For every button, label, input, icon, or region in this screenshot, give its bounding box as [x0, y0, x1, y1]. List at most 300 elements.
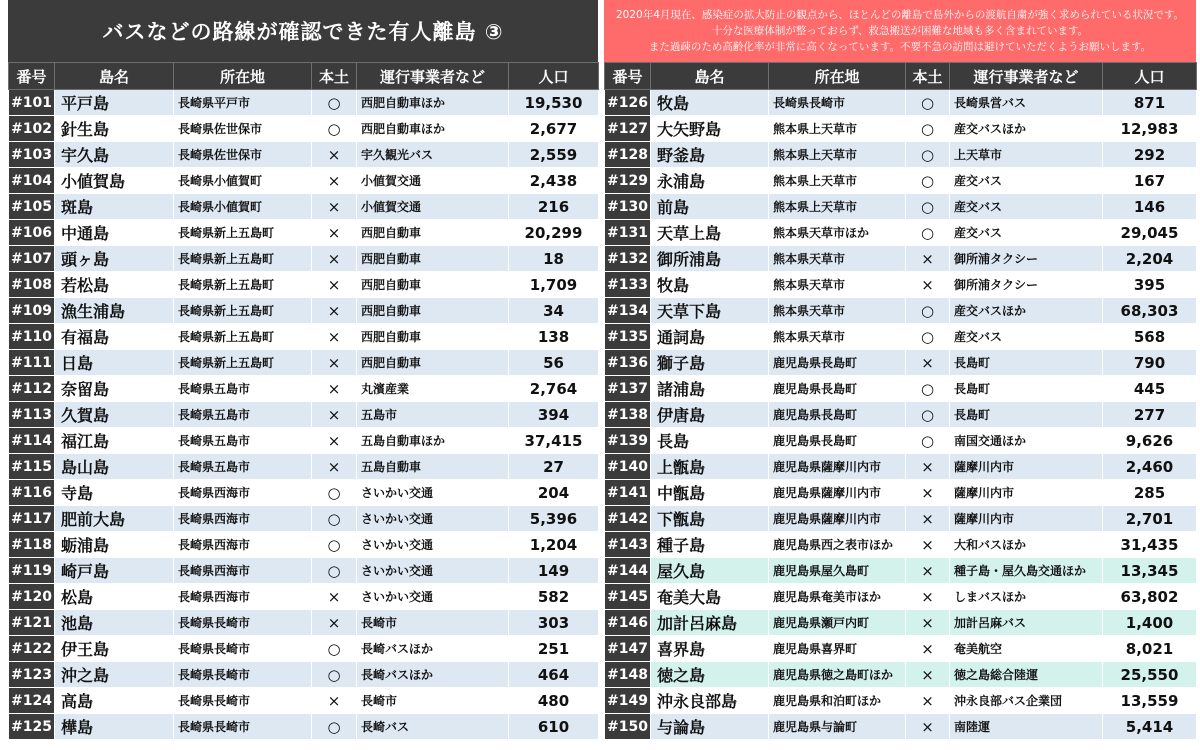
- island-name: 松島: [55, 584, 174, 610]
- table-row: [605, 272, 1197, 298]
- location: 長崎県平戸市: [174, 90, 312, 116]
- island-name: 久賀島: [55, 402, 174, 428]
- table-row: [605, 662, 1197, 688]
- population: 1,709: [509, 272, 599, 298]
- row-number: #103: [9, 142, 55, 168]
- island-name: 諸浦島: [651, 376, 769, 402]
- population: 2,204: [1103, 246, 1197, 272]
- row-number: #148: [605, 662, 651, 688]
- island-name: 種子島: [651, 532, 769, 558]
- population: 216: [509, 194, 599, 220]
- operator: 薩摩川内市: [950, 480, 1103, 506]
- population: 2,764: [509, 376, 599, 402]
- location: 熊本県天草市ほか: [769, 220, 906, 246]
- operator: さいかい交通: [357, 558, 509, 584]
- row-number: #139: [605, 428, 651, 454]
- row-number: #122: [9, 636, 55, 662]
- table-row: [9, 584, 599, 610]
- row-number: #118: [9, 532, 55, 558]
- location: 熊本県上天草市: [769, 168, 906, 194]
- mainland-mark: ○: [906, 90, 950, 116]
- table-row: [9, 688, 599, 714]
- table-row: [9, 402, 599, 428]
- island-name: 小値賀島: [55, 168, 174, 194]
- row-number: #136: [605, 350, 651, 376]
- island-name: 池島: [55, 610, 174, 636]
- table-row: [9, 506, 599, 532]
- table-row: [605, 246, 1197, 272]
- mainland-mark: ○: [312, 480, 357, 506]
- population: 2,460: [1103, 454, 1197, 480]
- island-name: 牧島: [651, 272, 769, 298]
- row-number: #135: [605, 324, 651, 350]
- operator: 長島町: [950, 376, 1103, 402]
- header-operator: 運行事業者など: [357, 63, 509, 90]
- operator: 上天草市: [950, 142, 1103, 168]
- mainland-mark: ×: [312, 298, 357, 324]
- location: 長崎県長崎市: [174, 714, 312, 740]
- operator: 五島自動車ほか: [357, 428, 509, 454]
- row-number: #133: [605, 272, 651, 298]
- operator: 奄美航空: [950, 636, 1103, 662]
- island-name: 通詞島: [651, 324, 769, 350]
- mainland-mark: ○: [312, 714, 357, 740]
- operator: 産交バス: [950, 324, 1103, 350]
- location: 長崎県新上五島町: [174, 220, 312, 246]
- population: 5,396: [509, 506, 599, 532]
- table-row: [605, 194, 1197, 220]
- mainland-mark: ×: [312, 142, 357, 168]
- location: 長崎県小値賀町: [174, 168, 312, 194]
- header-mainland: 本土: [312, 63, 357, 90]
- population: 464: [509, 662, 599, 688]
- population: 480: [509, 688, 599, 714]
- location: 鹿児島県与論町: [769, 714, 906, 740]
- operator: 西肥自動車ほか: [357, 116, 509, 142]
- operator: 長崎バスほか: [357, 636, 509, 662]
- table-row: [605, 480, 1197, 506]
- location: 長崎県長崎市: [174, 610, 312, 636]
- population: 277: [1103, 402, 1197, 428]
- population: 1,204: [509, 532, 599, 558]
- mainland-mark: ×: [906, 558, 950, 584]
- population: 2,559: [509, 142, 599, 168]
- operator: 種子島・屋久島交通ほか: [950, 558, 1103, 584]
- location: 鹿児島県屋久島町: [769, 558, 906, 584]
- table-row: [9, 90, 599, 116]
- operator: 長島町: [950, 350, 1103, 376]
- location: 長崎県五島市: [174, 402, 312, 428]
- location: 長崎県新上五島町: [174, 298, 312, 324]
- location: 長崎県西海市: [174, 532, 312, 558]
- table-row: [9, 636, 599, 662]
- mainland-mark: ○: [312, 662, 357, 688]
- mainland-mark: ×: [906, 480, 950, 506]
- row-number: #146: [605, 610, 651, 636]
- island-table-right: [604, 62, 1197, 740]
- row-number: #101: [9, 90, 55, 116]
- mainland-mark: ×: [312, 584, 357, 610]
- mainland-mark: ×: [312, 454, 357, 480]
- population: 251: [509, 636, 599, 662]
- table-row: [605, 714, 1197, 740]
- operator: 御所浦タクシー: [950, 272, 1103, 298]
- operator: 小値賀交通: [357, 194, 509, 220]
- operator: 長崎バス: [357, 714, 509, 740]
- population: 34: [509, 298, 599, 324]
- island-name: 長島: [651, 428, 769, 454]
- operator: 小値賀交通: [357, 168, 509, 194]
- table-row: [605, 90, 1197, 116]
- notice-line: 十分な医療体制が整っておらず、救急搬送が困難な地域も多く含まれています。: [711, 25, 1089, 37]
- row-number: #128: [605, 142, 651, 168]
- island-name: 頭ヶ島: [55, 246, 174, 272]
- island-name: 徳之島: [651, 662, 769, 688]
- mainland-mark: ×: [906, 272, 950, 298]
- table-row: [605, 532, 1197, 558]
- population: 149: [509, 558, 599, 584]
- island-name: 獅子島: [651, 350, 769, 376]
- table-row: [605, 298, 1197, 324]
- row-number: #105: [9, 194, 55, 220]
- population: 8,021: [1103, 636, 1197, 662]
- island-name: 喜界島: [651, 636, 769, 662]
- table-row: [605, 428, 1197, 454]
- header-number: 番号: [9, 63, 55, 90]
- population: 68,303: [1103, 298, 1197, 324]
- mainland-mark: ○: [906, 168, 950, 194]
- header-location: 所在地: [769, 63, 906, 90]
- island-table-left: [8, 62, 599, 740]
- population: 582: [509, 584, 599, 610]
- row-number: #130: [605, 194, 651, 220]
- operator: 産交バス: [950, 168, 1103, 194]
- island-name: 若松島: [55, 272, 174, 298]
- mainland-mark: ○: [312, 116, 357, 142]
- row-number: #104: [9, 168, 55, 194]
- island-name: 前島: [651, 194, 769, 220]
- population: 292: [1103, 142, 1197, 168]
- location: 長崎県西海市: [174, 584, 312, 610]
- operator: 西肥自動車: [357, 324, 509, 350]
- operator: 産交バス: [950, 220, 1103, 246]
- operator: 南国交通ほか: [950, 428, 1103, 454]
- row-number: #106: [9, 220, 55, 246]
- island-name: 福江島: [55, 428, 174, 454]
- header-location: 所在地: [174, 63, 312, 90]
- table-row: [605, 376, 1197, 402]
- island-name: 奈留島: [55, 376, 174, 402]
- operator: 西肥自動車: [357, 220, 509, 246]
- table-row: [605, 402, 1197, 428]
- location: 鹿児島県和泊町ほか: [769, 688, 906, 714]
- header-operator: 運行事業者など: [950, 63, 1103, 90]
- mainland-mark: ×: [312, 194, 357, 220]
- island-name: 蛎浦島: [55, 532, 174, 558]
- mainland-mark: ×: [906, 454, 950, 480]
- row-number: #109: [9, 298, 55, 324]
- island-name: 有福島: [55, 324, 174, 350]
- mainland-mark: ×: [312, 272, 357, 298]
- operator: 五島市: [357, 402, 509, 428]
- operator: さいかい交通: [357, 480, 509, 506]
- table-row: [605, 506, 1197, 532]
- row-number: #110: [9, 324, 55, 350]
- population: 2,438: [509, 168, 599, 194]
- row-number: #108: [9, 272, 55, 298]
- mainland-mark: ×: [312, 428, 357, 454]
- population: 790: [1103, 350, 1197, 376]
- table-row: [605, 168, 1197, 194]
- population: 13,559: [1103, 688, 1197, 714]
- mainland-mark: ×: [312, 350, 357, 376]
- mainland-mark: ×: [312, 402, 357, 428]
- island-name: 肥前大島: [55, 506, 174, 532]
- row-number: #123: [9, 662, 55, 688]
- operator: 長島町: [950, 402, 1103, 428]
- population: 610: [509, 714, 599, 740]
- location: 長崎県長崎市: [174, 662, 312, 688]
- mainland-mark: ×: [906, 688, 950, 714]
- table-row: [9, 532, 599, 558]
- population: 19,530: [509, 90, 599, 116]
- location: 長崎県五島市: [174, 428, 312, 454]
- mainland-mark: ○: [312, 558, 357, 584]
- row-number: #125: [9, 714, 55, 740]
- population: 138: [509, 324, 599, 350]
- row-number: #102: [9, 116, 55, 142]
- mainland-mark: ×: [312, 610, 357, 636]
- row-number: #127: [605, 116, 651, 142]
- population: 9,626: [1103, 428, 1197, 454]
- operator: さいかい交通: [357, 506, 509, 532]
- location: 長崎県新上五島町: [174, 272, 312, 298]
- mainland-mark: ○: [906, 142, 950, 168]
- location: 熊本県天草市: [769, 324, 906, 350]
- location: 鹿児島県西之表市ほか: [769, 532, 906, 558]
- operator: 産交バスほか: [950, 298, 1103, 324]
- population: 29,045: [1103, 220, 1197, 246]
- island-name: 加計呂麻島: [651, 610, 769, 636]
- header-mainland: 本土: [906, 63, 950, 90]
- island-name: 漁生浦島: [55, 298, 174, 324]
- island-name: 針生島: [55, 116, 174, 142]
- operator: 長崎バスほか: [357, 662, 509, 688]
- row-number: #116: [9, 480, 55, 506]
- table-row: [9, 454, 599, 480]
- mainland-mark: ○: [312, 532, 357, 558]
- location: 鹿児島県薩摩川内市: [769, 480, 906, 506]
- island-name: 寺島: [55, 480, 174, 506]
- row-number: #124: [9, 688, 55, 714]
- operator: 西肥自動車: [357, 246, 509, 272]
- population: 18: [509, 246, 599, 272]
- header-number: 番号: [605, 63, 651, 90]
- location: 鹿児島県長島町: [769, 350, 906, 376]
- island-name: 大矢野島: [651, 116, 769, 142]
- mainland-mark: ○: [312, 636, 357, 662]
- population: 1,400: [1103, 610, 1197, 636]
- table-row: [9, 298, 599, 324]
- population: 2,677: [509, 116, 599, 142]
- island-name: 沖永良部島: [651, 688, 769, 714]
- operator: さいかい交通: [357, 532, 509, 558]
- island-name: 中通島: [55, 220, 174, 246]
- location: 鹿児島県薩摩川内市: [769, 454, 906, 480]
- population: 12,983: [1103, 116, 1197, 142]
- operator: 五島自動車: [357, 454, 509, 480]
- row-number: #112: [9, 376, 55, 402]
- population: 20,299: [509, 220, 599, 246]
- island-name: 中甑島: [651, 480, 769, 506]
- mainland-mark: ○: [906, 428, 950, 454]
- location: 長崎県五島市: [174, 454, 312, 480]
- operator: 産交バス: [950, 194, 1103, 220]
- operator: 西肥自動車: [357, 350, 509, 376]
- island-name: 屋久島: [651, 558, 769, 584]
- table-row: [9, 220, 599, 246]
- operator: 西肥自動車: [357, 272, 509, 298]
- location: 長崎県西海市: [174, 506, 312, 532]
- population: 146: [1103, 194, 1197, 220]
- mainland-mark: ○: [312, 90, 357, 116]
- row-number: #149: [605, 688, 651, 714]
- population: 395: [1103, 272, 1197, 298]
- population: 445: [1103, 376, 1197, 402]
- island-name: 牧島: [651, 90, 769, 116]
- table-row: [605, 142, 1197, 168]
- left-panel: [8, 0, 598, 740]
- row-number: #134: [605, 298, 651, 324]
- location: 鹿児島県徳之島町ほか: [769, 662, 906, 688]
- operator: さいかい交通: [357, 584, 509, 610]
- operator: 徳之島総合陸運: [950, 662, 1103, 688]
- location: 熊本県天草市: [769, 246, 906, 272]
- population: 2,701: [1103, 506, 1197, 532]
- header-island-name: 島名: [651, 63, 769, 90]
- row-number: #132: [605, 246, 651, 272]
- operator: 加計呂麻バス: [950, 610, 1103, 636]
- location: 長崎県小値賀町: [174, 194, 312, 220]
- population: 394: [509, 402, 599, 428]
- population: 871: [1103, 90, 1197, 116]
- location: 熊本県上天草市: [769, 116, 906, 142]
- location: 長崎県新上五島町: [174, 246, 312, 272]
- row-number: #111: [9, 350, 55, 376]
- location: 鹿児島県長島町: [769, 376, 906, 402]
- row-number: #107: [9, 246, 55, 272]
- table-row: [605, 636, 1197, 662]
- right-panel: [604, 0, 1196, 740]
- population: 25,550: [1103, 662, 1197, 688]
- row-number: #121: [9, 610, 55, 636]
- mainland-mark: ×: [312, 324, 357, 350]
- location: 長崎県長崎市: [174, 688, 312, 714]
- operator: 長崎市: [357, 688, 509, 714]
- row-number: #126: [605, 90, 651, 116]
- header-population: 人口: [1103, 63, 1197, 90]
- row-number: #119: [9, 558, 55, 584]
- notice-line: また過疎のため高齢化率が非常に高くなっています。不要不急の訪問は避けていただくようお願いします。: [648, 41, 1152, 53]
- island-name: 下甑島: [651, 506, 769, 532]
- operator: 丸濱産業: [357, 376, 509, 402]
- location: 長崎県佐世保市: [174, 142, 312, 168]
- population: 63,802: [1103, 584, 1197, 610]
- header-island-name: 島名: [55, 63, 174, 90]
- mainland-mark: ×: [312, 376, 357, 402]
- population: 27: [509, 454, 599, 480]
- operator: 沖永良部バス企業団: [950, 688, 1103, 714]
- population: 285: [1103, 480, 1197, 506]
- notice-banner: [604, 0, 1196, 62]
- island-name: 伊唐島: [651, 402, 769, 428]
- mainland-mark: ○: [906, 402, 950, 428]
- location: 鹿児島県瀬戸内町: [769, 610, 906, 636]
- table-row: [9, 714, 599, 740]
- island-name: 斑島: [55, 194, 174, 220]
- island-name: 平戸島: [55, 90, 174, 116]
- population: 56: [509, 350, 599, 376]
- mainland-mark: ×: [906, 350, 950, 376]
- population: 5,414: [1103, 714, 1197, 740]
- island-name: 上甑島: [651, 454, 769, 480]
- population: 13,345: [1103, 558, 1197, 584]
- island-name: 天草上島: [651, 220, 769, 246]
- operator: 西肥自動車ほか: [357, 90, 509, 116]
- operator: 宇久観光バス: [357, 142, 509, 168]
- mainland-mark: ×: [312, 688, 357, 714]
- mainland-mark: ×: [906, 532, 950, 558]
- island-name: 樺島: [55, 714, 174, 740]
- table-row: [9, 610, 599, 636]
- operator: 薩摩川内市: [950, 454, 1103, 480]
- mainland-mark: ○: [906, 376, 950, 402]
- mainland-mark: ○: [906, 116, 950, 142]
- row-number: #115: [9, 454, 55, 480]
- location: 長崎県長崎市: [174, 636, 312, 662]
- mainland-mark: ○: [906, 298, 950, 324]
- operator: 大和バスほか: [950, 532, 1103, 558]
- mainland-mark: ×: [906, 714, 950, 740]
- population: 31,435: [1103, 532, 1197, 558]
- mainland-mark: ×: [906, 584, 950, 610]
- row-number: #140: [605, 454, 651, 480]
- location: 鹿児島県長島町: [769, 428, 906, 454]
- mainland-mark: ×: [906, 506, 950, 532]
- location: 長崎県長崎市: [769, 90, 906, 116]
- island-name: 伊王島: [55, 636, 174, 662]
- table-row: [605, 116, 1197, 142]
- row-number: #117: [9, 506, 55, 532]
- table-row: [9, 558, 599, 584]
- row-number: #147: [605, 636, 651, 662]
- island-name: 沖之島: [55, 662, 174, 688]
- row-number: #113: [9, 402, 55, 428]
- mainland-mark: ○: [906, 324, 950, 350]
- row-number: #142: [605, 506, 651, 532]
- population: 303: [509, 610, 599, 636]
- population: 568: [1103, 324, 1197, 350]
- table-header-row: [9, 63, 599, 90]
- table-row: [605, 688, 1197, 714]
- location: 長崎県新上五島町: [174, 350, 312, 376]
- mainland-mark: ×: [906, 636, 950, 662]
- population: 204: [509, 480, 599, 506]
- island-name: 島山島: [55, 454, 174, 480]
- table-row: [9, 428, 599, 454]
- location: 長崎県西海市: [174, 558, 312, 584]
- table-header-row: [605, 63, 1197, 90]
